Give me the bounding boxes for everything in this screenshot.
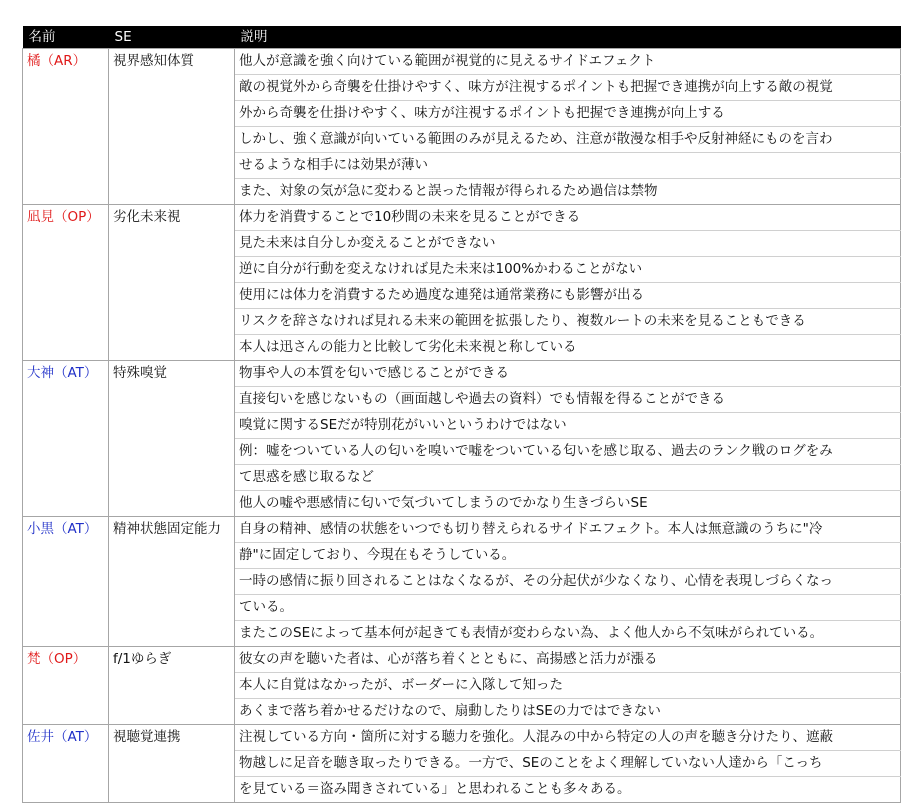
description-line: 見た未来は自分しか変えることができない — [235, 231, 901, 257]
character-name: 大神（AT） — [23, 361, 109, 387]
description-line: 体力を消費することで10秒間の未来を見ることができる — [235, 205, 901, 231]
table-row — [23, 621, 901, 647]
character-name — [23, 75, 109, 101]
header-row — [23, 26, 901, 49]
table-row — [23, 699, 901, 725]
header-se: SE — [109, 26, 235, 49]
description-line: 嗅覚に関するSEだが特別花がいいというわけではない — [235, 413, 901, 439]
character-name: 橘（AR） — [23, 49, 109, 75]
table-row — [23, 777, 901, 803]
side-effect-name: 視界感知体質 — [109, 49, 235, 75]
character-name — [23, 309, 109, 335]
table-row — [23, 595, 901, 621]
description-line: 敵の視覚外から奇襲を仕掛けやすく、味方が注視するポイントも把握でき連携が向上する敵の視覚 — [235, 75, 901, 101]
description-line: 直接匂いを感じないもの（画面越しや過去の資料）でも情報を得ることができる — [235, 387, 901, 413]
side-effect-name — [109, 777, 235, 803]
table-row — [23, 101, 901, 127]
description-line: 逆に自分が行動を変えなければ見た未来は100%かわることがない — [235, 257, 901, 283]
side-effect-name: 劣化未来視 — [109, 205, 235, 231]
table-row — [23, 127, 901, 153]
side-effect-name — [109, 335, 235, 361]
description-line: 例：嘘をついている人の匂いを嗅いで嘘をついている匂いを感じ取る、過去のランク戦のログをみ — [235, 439, 901, 465]
description-line: 本人は迅さんの能力と比較して劣化未来視と称している — [235, 335, 901, 361]
description-line: 本人に自覚はなかったが、ボーダーに入隊して知った — [235, 673, 901, 699]
description-line: また、対象の気が急に変わると誤った情報が得られるため過信は禁物 — [235, 179, 901, 205]
character-name — [23, 543, 109, 569]
side-effect-name — [109, 75, 235, 101]
description-line: リスクを辞さなければ見れる未来の範囲を拡張したり、複数ルートの未来を見ることもできる — [235, 309, 901, 335]
side-effect-name — [109, 751, 235, 777]
table-row — [23, 543, 901, 569]
description-line: て思惑を感じ取るなど — [235, 465, 901, 491]
description-line: ている。 — [235, 595, 901, 621]
side-effect-name: f/1ゆらぎ — [109, 647, 235, 673]
description-line: 一時の感情に振り回されることはなくなるが、その分起伏が少なくなり、心情を表現しづらくなっ — [235, 569, 901, 595]
side-effect-name — [109, 101, 235, 127]
side-effect-name — [109, 127, 235, 153]
side-effect-name — [109, 387, 235, 413]
side-effect-name — [109, 569, 235, 595]
side-effect-name — [109, 257, 235, 283]
description-line: しかし、強く意識が向いている範囲のみが見えるため、注意が散漫な相手や反射神経にものを言わ — [235, 127, 901, 153]
description-line: を見ている＝盗み聞きされている」と思われることも多々ある。 — [235, 777, 901, 803]
side-effect-name — [109, 543, 235, 569]
character-name — [23, 465, 109, 491]
description-line: 物事や人の本質を匂いで感じることができる — [235, 361, 901, 387]
character-name: 凪見（OP） — [23, 205, 109, 231]
character-name — [23, 335, 109, 361]
table-row — [23, 153, 901, 179]
table-row — [23, 179, 901, 205]
side-effect-name: 視聴覚連携 — [109, 725, 235, 751]
table-row — [23, 413, 901, 439]
character-name — [23, 699, 109, 725]
side-effect-name — [109, 179, 235, 205]
side-effect-name — [109, 439, 235, 465]
side-effect-name — [109, 699, 235, 725]
character-name — [23, 127, 109, 153]
description-line: 他人が意識を強く向けている範囲が視覚的に見えるサイドエフェクト — [235, 49, 901, 75]
character-name — [23, 569, 109, 595]
character-name — [23, 231, 109, 257]
table-row — [23, 465, 901, 491]
table-row — [23, 751, 901, 777]
description-line: せるような相手には効果が薄い — [235, 153, 901, 179]
character-name — [23, 101, 109, 127]
description-line: 使用には体力を消費するため過度な連発は通常業務にも影響が出る — [235, 283, 901, 309]
side-effect-name — [109, 491, 235, 517]
side-effect-name — [109, 465, 235, 491]
side-effect-name: 特殊嗅覚 — [109, 361, 235, 387]
side-effect-name — [109, 309, 235, 335]
description-line: またこのSEによって基本何が起きても表情が変わらない為、よく他人から不気味がられている。 — [235, 621, 901, 647]
table-row — [23, 75, 901, 101]
table-row — [23, 725, 901, 751]
description-line: あくまで落ち着かせるだけなので、扇動したりはSEの力ではできない — [235, 699, 901, 725]
table-row — [23, 569, 901, 595]
character-name — [23, 179, 109, 205]
description-line: 彼女の声を聴いた者は、心が落ち着くとともに、高揚感と活力が漲る — [235, 647, 901, 673]
table-row — [23, 205, 901, 231]
table-row — [23, 257, 901, 283]
description-line: 静"に固定しており、今現在もそうしている。 — [235, 543, 901, 569]
side-effect-name — [109, 595, 235, 621]
character-name — [23, 153, 109, 179]
se-table — [22, 26, 901, 803]
table-row — [23, 491, 901, 517]
character-name — [23, 439, 109, 465]
side-effect-name — [109, 231, 235, 257]
table-row — [23, 49, 901, 75]
character-name — [23, 413, 109, 439]
character-name: 小黒（AT） — [23, 517, 109, 543]
side-effect-name — [109, 413, 235, 439]
character-name — [23, 621, 109, 647]
character-name — [23, 257, 109, 283]
description-line: 外から奇襲を仕掛けやすく、味方が注視するポイントも把握でき連携が向上する — [235, 101, 901, 127]
side-effect-name: 精神状態固定能力 — [109, 517, 235, 543]
character-name — [23, 751, 109, 777]
table-row — [23, 283, 901, 309]
side-effect-name — [109, 673, 235, 699]
header-description: 説明 — [235, 26, 901, 49]
table-row — [23, 647, 901, 673]
table-row — [23, 439, 901, 465]
character-name — [23, 777, 109, 803]
table-row — [23, 517, 901, 543]
header-name: 名前 — [23, 26, 109, 49]
table-row — [23, 309, 901, 335]
description-line: 物越しに足音を聴き取ったりできる。一方で、SEのことをよく理解していない人達から「こっち — [235, 751, 901, 777]
table-row — [23, 231, 901, 257]
table-row — [23, 673, 901, 699]
character-name: 梵（OP） — [23, 647, 109, 673]
side-effect-name — [109, 283, 235, 309]
table-row — [23, 335, 901, 361]
character-name — [23, 491, 109, 517]
side-effect-name — [109, 621, 235, 647]
table-row — [23, 361, 901, 387]
character-name: 佐井（AT） — [23, 725, 109, 751]
character-name — [23, 595, 109, 621]
character-name — [23, 387, 109, 413]
table-row — [23, 387, 901, 413]
description-line: 他人の嘘や悪感情に匂いで気づいてしまうのでかなり生きづらいSE — [235, 491, 901, 517]
character-name — [23, 673, 109, 699]
character-name — [23, 283, 109, 309]
description-line: 自身の精神、感情の状態をいつでも切り替えられるサイドエフェクト。本人は無意識のうちに"冷 — [235, 517, 901, 543]
description-line: 注視している方向・箇所に対する聴力を強化。人混みの中から特定の人の声を聴き分けたり、遮蔽 — [235, 725, 901, 751]
side-effect-name — [109, 153, 235, 179]
